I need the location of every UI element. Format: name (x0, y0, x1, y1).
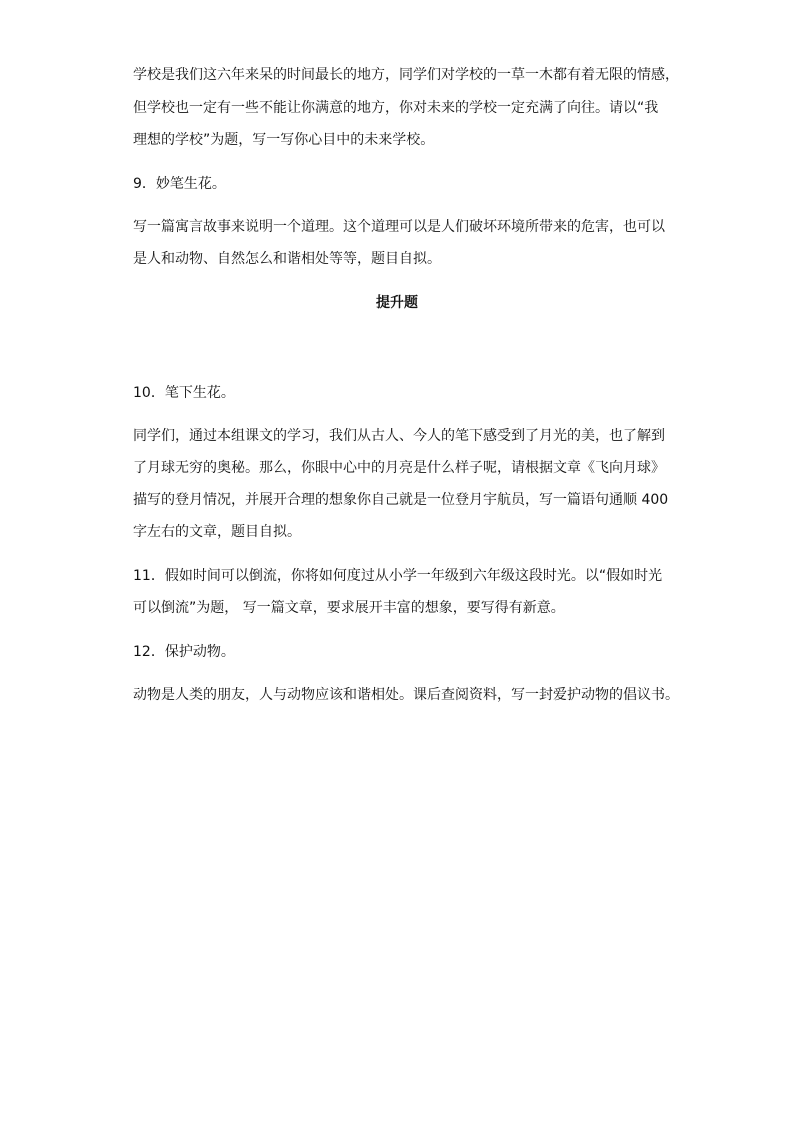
question-9-line-2: 是人和动物、自然怎么和谐相处等等，题目自拟。 (133, 251, 441, 267)
question-9-title: 9．妙笔生花。 (133, 176, 226, 192)
question-9-line-1: 写一篇寓言故事来说明一个道理。这个道理可以是人们破坏环境所带来的危害，也可以 (133, 219, 665, 235)
question-11-line-1: 11．假如时间可以倒流，你将如何度过从小学一年级到六年级这段时光。以“假如时光 (133, 568, 663, 584)
question-10-line-1: 同学们，通过本组课文的学习，我们从古人、今人的笔下感受到了月光的美，也了解到 (133, 428, 665, 444)
question-10-line-2: 了月球无穷的奥秘。那么，你眼中心中的月亮是什么样子呢，请根据文章《飞向月球》 (133, 460, 665, 476)
question-10-title: 10．笔下生花。 (133, 385, 235, 401)
question-12-line-1: 动物是人类的朋友，人与动物应该和谐相处。课后查阅资料，写一封爱护动物的倡议书。 (133, 687, 679, 703)
question-10-line-4: 字左右的文章，题目自拟。 (133, 524, 301, 540)
question-12-title: 12．保护动物。 (133, 644, 235, 660)
question-10-line-3: 描写的登月情况，并展开合理的想象你自己就是一位登月宇航员，写一篇语句通顺 400 (133, 492, 669, 508)
intro-line-1: 学校是我们这六年来呆的时间最长的地方，同学们对学校的一草一木都有着无限的情感， (133, 67, 679, 83)
intro-line-3: 理想的学校”为题，写一写你心目中的未来学校。 (133, 132, 435, 148)
section-heading: 提升题 (376, 295, 418, 311)
intro-line-2: 但学校也一定有一些不能让你满意的地方，你对未来的学校一定充满了向往。请以“我 (133, 100, 659, 116)
question-11-line-2: 可以倒流”为题， 写一篇文章，要求展开丰富的想象，要写得有新意。 (133, 600, 565, 616)
